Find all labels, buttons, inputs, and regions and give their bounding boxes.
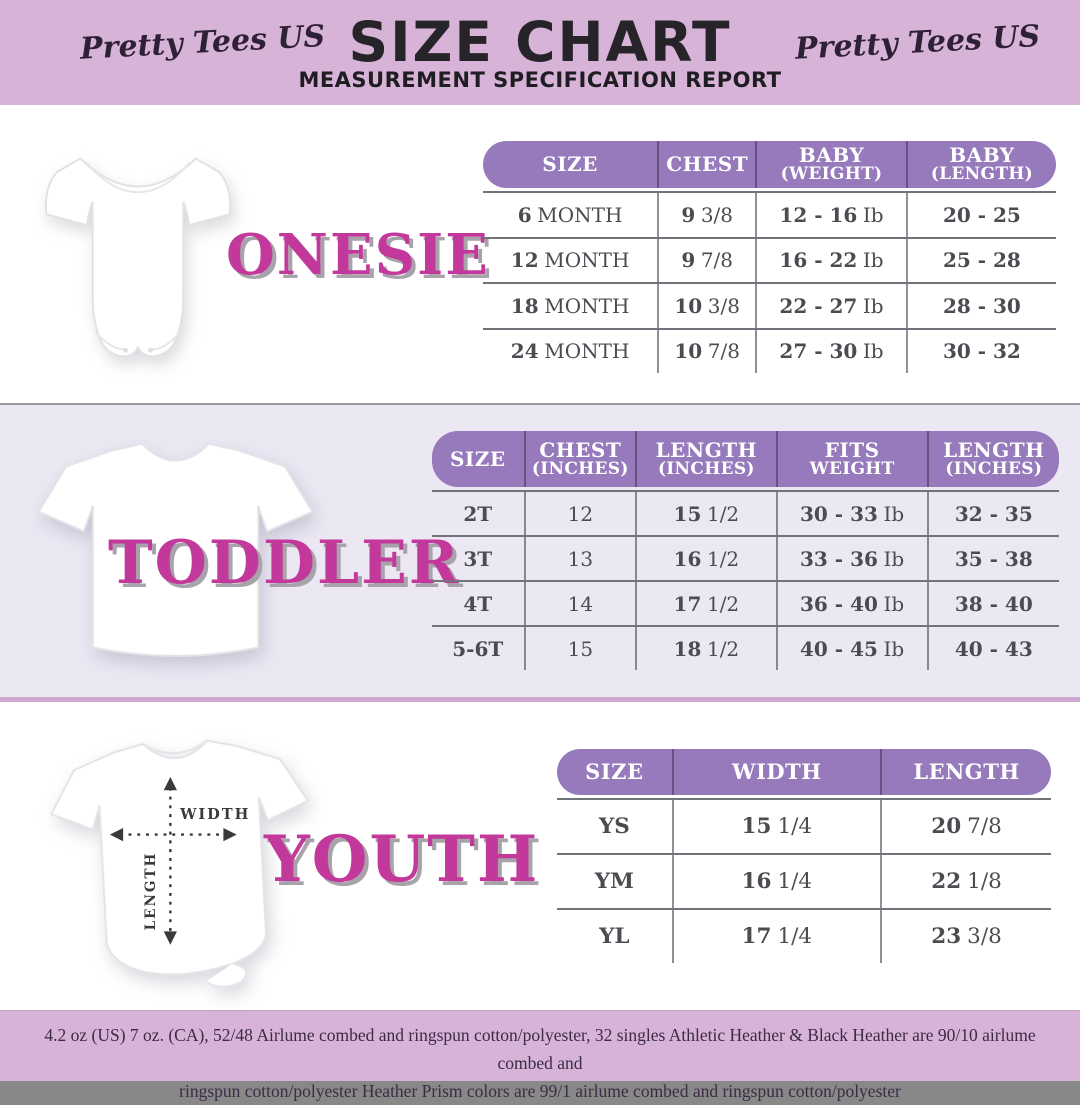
cell-length: 20 - 25 (906, 193, 1056, 237)
cell-length: 17 1/2 (635, 582, 775, 625)
cell-chest: 9 3/8 (657, 193, 755, 237)
header-text: SIZE (542, 152, 598, 176)
header-text: WIDTH (732, 758, 822, 784)
cell-length: 22 1/8 (880, 855, 1051, 908)
cell-length: 20 7/8 (880, 800, 1051, 853)
cell-weight: 27 - 30 Ib (755, 330, 906, 374)
cell-weight: 40 - 45 Ib (776, 627, 927, 670)
onesie-section-title: ONESIE (226, 222, 490, 288)
cell-size: YS (598, 814, 630, 839)
cell-size: 6 MONTH (517, 202, 623, 227)
toddler-col-chest (524, 431, 636, 487)
header-text: SIZE (585, 758, 644, 784)
toddler-table-header (432, 431, 1059, 487)
cell-size: 18 MONTH (510, 293, 630, 318)
brand-logo-left: Pretty Tees US (79, 18, 326, 67)
onesie-col-baby-weight (755, 141, 906, 188)
cell-length: 30 - 32 (906, 330, 1056, 374)
table-row (557, 853, 1051, 908)
cell-size: YM (594, 869, 634, 894)
youth-col-width (672, 749, 880, 795)
cell-length2: 40 - 43 (927, 627, 1059, 670)
header-subtext: (WEIGHT) (780, 164, 883, 185)
toddler-section-title: TODDLER (108, 528, 461, 598)
table-row (483, 282, 1056, 328)
cell-chest: 13 (524, 537, 636, 580)
cell-size: 4T (463, 591, 493, 616)
cell-chest: 14 (524, 582, 636, 625)
table-row (557, 798, 1051, 853)
cell-size: 2T (463, 501, 493, 526)
cell-chest: 10 3/8 (657, 284, 755, 328)
cell-chest: 15 (524, 627, 636, 670)
cell-length: 25 - 28 (906, 239, 1056, 283)
header-subtext: (LENGTH) (930, 164, 1033, 185)
cell-chest: 12 (524, 492, 636, 535)
toddler-col-fits-weight (776, 431, 927, 487)
onesie-size-table (483, 141, 1056, 373)
onesie-col-chest (657, 141, 755, 188)
header-text: BABY (798, 143, 865, 168)
cell-size: YL (599, 924, 630, 949)
header-text: BABY (949, 143, 1015, 168)
cell-length2: 32 - 35 (927, 492, 1059, 535)
cell-length: 23 3/8 (880, 910, 1051, 963)
header-text: CHEST (539, 437, 622, 462)
table-row (483, 191, 1056, 237)
cell-weight: 16 - 22 Ib (755, 239, 906, 283)
baby-bodysuit-icon (32, 116, 244, 388)
onesie-table-header (483, 141, 1056, 188)
header-subtext: (INCHES) (945, 458, 1043, 479)
onesie-image (32, 116, 244, 388)
cell-length2: 35 - 38 (927, 537, 1059, 580)
toddler-col-size (432, 431, 524, 487)
width-arrow-label: WIDTH (180, 806, 251, 824)
onesie-col-baby-length (906, 141, 1056, 188)
table-row (483, 237, 1056, 283)
table-row (432, 490, 1059, 535)
cell-size: 24 MONTH (510, 339, 630, 364)
toddler-col-length2 (927, 431, 1059, 487)
header-text: CHEST (666, 152, 749, 176)
page-subtitle: MEASUREMENT SPECIFICATION REPORT (298, 68, 782, 92)
cell-weight: 22 - 27 Ib (755, 284, 906, 328)
youth-col-length (880, 749, 1051, 795)
youth-table-header (557, 749, 1051, 795)
youth-section-title: YOUTH (264, 822, 540, 897)
table-row (432, 625, 1059, 670)
table-row (557, 908, 1051, 963)
header-subtext: WEIGHT (809, 458, 895, 479)
cell-width: 15 1/4 (672, 800, 880, 853)
header-text: FITS (824, 437, 880, 462)
cell-size: 3T (463, 546, 493, 571)
header-text: LENGTH (655, 437, 758, 462)
header-text: LENGTH (913, 758, 1020, 784)
table-row (432, 580, 1059, 625)
header-text: SIZE (449, 446, 506, 471)
brand-logo-right: Pretty Tees US (794, 18, 1041, 67)
header-subtext: (INCHES) (657, 458, 755, 479)
cell-size: 5-6T (452, 636, 504, 661)
youth-col-size (557, 749, 672, 795)
cell-chest: 10 7/8 (657, 330, 755, 374)
cell-weight: 36 - 40 Ib (776, 582, 927, 625)
cell-width: 16 1/4 (672, 855, 880, 908)
cell-length2: 38 - 40 (927, 582, 1059, 625)
cell-width: 17 1/4 (672, 910, 880, 963)
cell-chest: 9 7/8 (657, 239, 755, 283)
length-arrow-label: LENGTH (142, 851, 159, 931)
header-subtext: (INCHES) (531, 458, 629, 479)
toddler-col-length (635, 431, 775, 487)
fabric-content-line2: ringspun cotton/polyester Heather Prism colors are 99/1 airlume combed and ringspun cotton/polyester (179, 1081, 901, 1101)
cell-length: 16 1/2 (635, 537, 775, 580)
cell-length: 28 - 30 (906, 284, 1056, 328)
cell-weight: 30 - 33 Ib (776, 492, 927, 535)
header-text: LENGTH (943, 437, 1045, 462)
youth-size-table (557, 749, 1051, 963)
onesie-col-size (483, 141, 657, 188)
cell-size: 12 MONTH (510, 248, 630, 273)
cell-length: 18 1/2 (635, 627, 775, 670)
fabric-content-line1: 4.2 oz (US) 7 oz. (CA), 52/48 Airlume combed and ringspun cotton/polyester, 32 singles Athletic Heather & Black Heather are 90/10 airlume combed and (44, 1025, 1036, 1073)
cell-length: 15 1/2 (635, 492, 775, 535)
table-row (432, 535, 1059, 580)
toddler-size-table (432, 431, 1059, 670)
cell-weight: 12 - 16 Ib (755, 193, 906, 237)
cell-weight: 33 - 36 Ib (776, 537, 927, 580)
fabric-content-note (30, 1021, 1050, 1105)
table-row (483, 328, 1056, 374)
page-title: SIZE CHART (348, 10, 732, 74)
